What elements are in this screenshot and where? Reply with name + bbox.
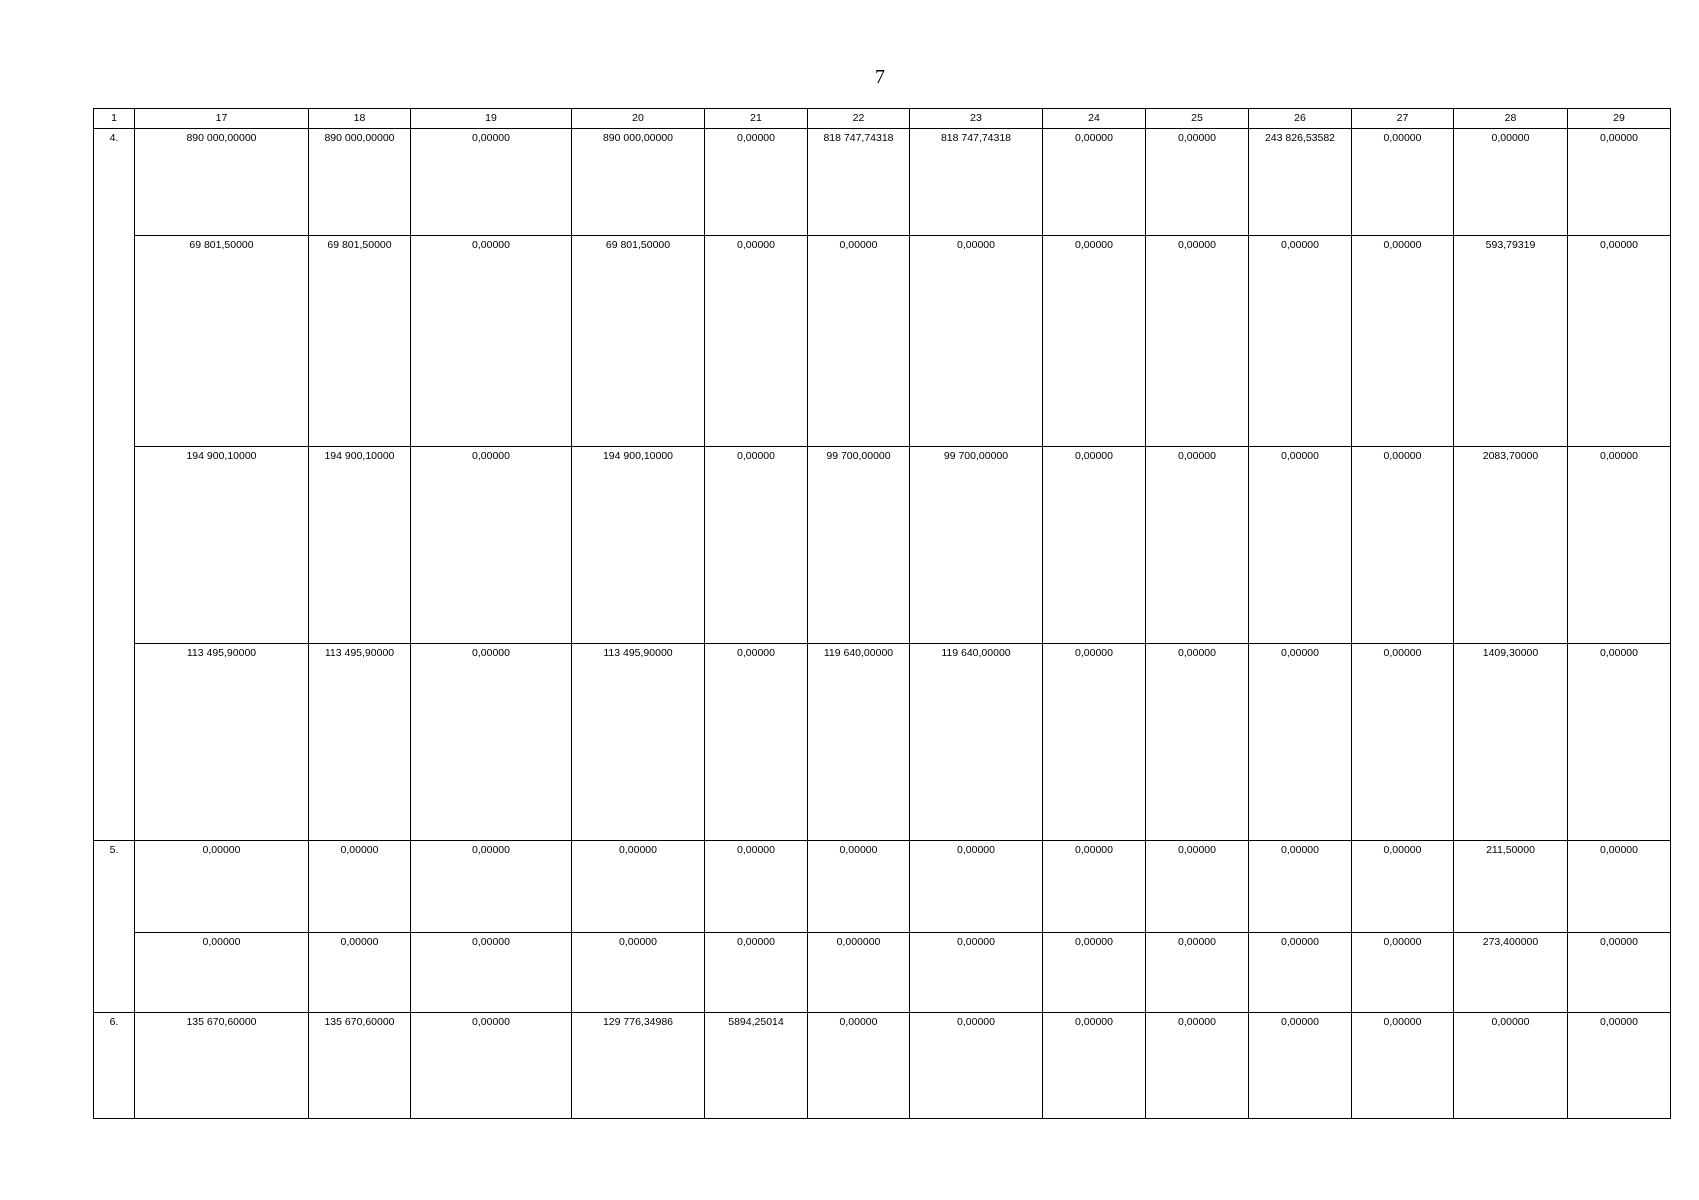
table-cell: 0,00000 [411,644,572,841]
table-cell: 890 000,00000 [572,129,705,236]
table-cell: 0,00000 [572,841,705,933]
column-header: 1 [94,109,135,129]
table-cell: 113 495,90000 [135,644,309,841]
table-cell: 69 801,50000 [309,236,411,447]
column-header: 24 [1043,109,1146,129]
table-cell: 0,00000 [1146,129,1249,236]
table-cell: 1409,30000 [1454,644,1568,841]
column-header: 26 [1249,109,1352,129]
table-cell: 0,00000 [910,236,1043,447]
table-cell: 273,400000 [1454,933,1568,1013]
table-cell: 0,000000 [808,933,910,1013]
row-number: 5. [94,841,135,1013]
table-row [94,447,1671,644]
table-cell: 0,00000 [705,236,808,447]
table-cell: 0,00000 [705,129,808,236]
data-table [93,108,1671,1119]
table-cell: 0,00000 [808,841,910,933]
table-cell: 0,00000 [572,933,705,1013]
table-cell: 0,00000 [1568,236,1671,447]
table-cell: 0,00000 [1568,447,1671,644]
column-header: 22 [808,109,910,129]
table-cell: 0,00000 [309,841,411,933]
table-cell: 0,00000 [1352,841,1454,933]
table-row [94,933,1671,1013]
table-cell: 0,00000 [910,933,1043,1013]
column-header: 27 [1352,109,1454,129]
table-cell: 0,00000 [1249,1013,1352,1119]
table-cell: 0,00000 [1352,129,1454,236]
table-cell: 2083,70000 [1454,447,1568,644]
table-cell: 0,00000 [1568,933,1671,1013]
row-number: 4. [94,129,135,841]
column-header: 28 [1454,109,1568,129]
table-cell: 211,50000 [1454,841,1568,933]
column-header: 21 [705,109,808,129]
table-cell: 0,00000 [1043,1013,1146,1119]
table-cell: 0,00000 [1249,447,1352,644]
table-cell: 194 900,10000 [135,447,309,644]
table-cell: 0,00000 [705,933,808,1013]
table-cell: 0,00000 [411,236,572,447]
table-cell: 0,00000 [309,933,411,1013]
table-cell: 0,00000 [1043,841,1146,933]
table-row [94,841,1671,933]
table-cell: 5894,25014 [705,1013,808,1119]
table-cell: 0,00000 [1043,236,1146,447]
table-cell: 119 640,00000 [910,644,1043,841]
table-cell: 0,00000 [1352,644,1454,841]
table-cell: 0,00000 [135,933,309,1013]
table-cell: 0,00000 [1568,644,1671,841]
table-cell: 0,00000 [808,236,910,447]
table-cell: 0,00000 [411,933,572,1013]
table-cell: 0,00000 [1454,1013,1568,1119]
table-cell: 119 640,00000 [808,644,910,841]
column-header: 20 [572,109,705,129]
table-cell: 0,00000 [1249,644,1352,841]
table-cell: 818 747,74318 [808,129,910,236]
row-number: 6. [94,1013,135,1119]
table-cell: 0,00000 [1146,933,1249,1013]
table-cell: 135 670,60000 [135,1013,309,1119]
table-cell: 0,00000 [705,644,808,841]
table-cell: 890 000,00000 [135,129,309,236]
table-cell: 113 495,90000 [572,644,705,841]
table-cell: 0,00000 [411,129,572,236]
table-cell: 0,00000 [411,1013,572,1119]
table-cell: 0,00000 [705,447,808,644]
table-cell: 0,00000 [1146,841,1249,933]
table-body [94,129,1671,1119]
table-cell: 593,79319 [1454,236,1568,447]
table-cell: 0,00000 [1043,644,1146,841]
table-row [94,1013,1671,1119]
column-header: 23 [910,109,1043,129]
table-cell: 0,00000 [1146,236,1249,447]
table-row [94,236,1671,447]
table-cell: 0,00000 [1568,129,1671,236]
column-header: 29 [1568,109,1671,129]
table-cell: 0,00000 [1146,447,1249,644]
table-cell: 0,00000 [1568,1013,1671,1119]
page-number: 7 [875,66,885,88]
table-cell: 0,00000 [411,447,572,644]
table-cell: 135 670,60000 [309,1013,411,1119]
table-cell: 0,00000 [808,1013,910,1119]
table-cell: 243 826,53582 [1249,129,1352,236]
table-row [94,644,1671,841]
table-cell: 69 801,50000 [572,236,705,447]
table-cell: 69 801,50000 [135,236,309,447]
table-cell: 0,00000 [1043,129,1146,236]
table-cell: 194 900,10000 [572,447,705,644]
table-cell: 890 000,00000 [309,129,411,236]
header-row [94,109,1671,129]
table-cell: 99 700,00000 [910,447,1043,644]
column-header: 19 [411,109,572,129]
table-cell: 0,00000 [1146,644,1249,841]
table-cell: 99 700,00000 [808,447,910,644]
table-cell: 0,00000 [411,841,572,933]
table-cell: 129 776,34986 [572,1013,705,1119]
table-row [94,129,1671,236]
table-cell: 194 900,10000 [309,447,411,644]
table-cell: 0,00000 [910,841,1043,933]
table-cell: 0,00000 [135,841,309,933]
table-cell: 0,00000 [1454,129,1568,236]
table-cell: 0,00000 [1249,236,1352,447]
table-cell: 0,00000 [1043,447,1146,644]
table-cell: 0,00000 [1146,1013,1249,1119]
column-header: 18 [309,109,411,129]
table-cell: 0,00000 [910,1013,1043,1119]
table-cell: 0,00000 [1352,447,1454,644]
table-cell: 0,00000 [1043,933,1146,1013]
table-cell: 0,00000 [1249,841,1352,933]
table-cell: 113 495,90000 [309,644,411,841]
column-header: 17 [135,109,309,129]
table-cell: 0,00000 [1249,933,1352,1013]
table-cell: 818 747,74318 [910,129,1043,236]
table-cell: 0,00000 [1352,236,1454,447]
column-header: 25 [1146,109,1249,129]
table-cell: 0,00000 [705,841,808,933]
table-cell: 0,00000 [1568,841,1671,933]
table-cell: 0,00000 [1352,1013,1454,1119]
table-cell: 0,00000 [1352,933,1454,1013]
